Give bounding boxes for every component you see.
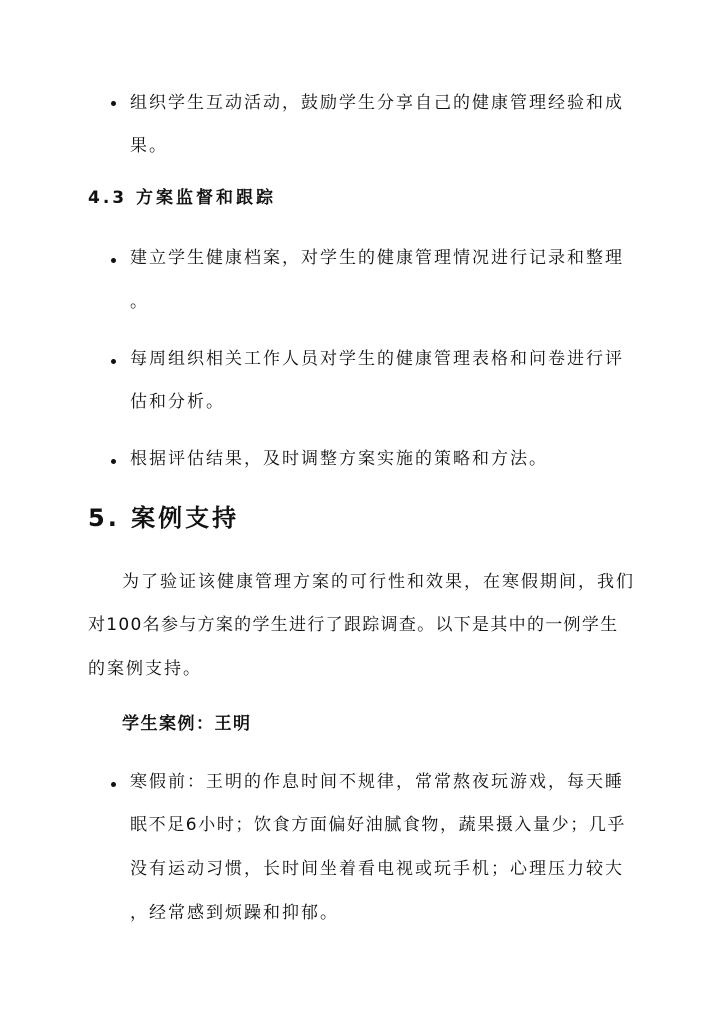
bullet-line: 估和分析。: [130, 392, 225, 412]
bullet-line: 每周组织相关工作人员对学生的健康管理表格和问卷进行评: [130, 349, 624, 369]
bullet-line: 没有运动习惯，长时间坐着看电视或玩手机；心理压力较大: [130, 859, 624, 879]
bullet-line: 。: [130, 292, 149, 312]
bullet-line: 组织学生互动活动，鼓励学生分享自己的健康管理经验和成: [130, 93, 624, 113]
bullet-dot: [111, 258, 116, 263]
bullet-dot: [111, 782, 116, 787]
section-heading-4-3: 4.3 方案监督和跟踪: [88, 188, 277, 208]
case-title: 学生案例：王明: [122, 714, 252, 734]
bullet-line: ，经常感到烦躁和抑郁。: [130, 903, 339, 923]
section-heading-5: 5. 案例支持: [88, 504, 240, 532]
paragraph-line: 为了验证该健康管理方案的可行性和效果，在寒假期间，我们: [122, 572, 635, 592]
paragraph-line: 的案例支持。: [88, 659, 202, 679]
bullet-line: 寒假前：王明的作息时间不规律，常常熬夜玩游戏，每天睡: [130, 772, 624, 792]
bullet-line: 建立学生健康档案，对学生的健康管理情况进行记录和整理: [130, 248, 624, 268]
paragraph-line: 对100名参与方案的学生进行了跟踪调查。以下是其中的一例学生: [88, 615, 619, 635]
bullet-line: 果。: [130, 136, 168, 156]
bullet-line: 根据评估结果，及时调整方案实施的策略和方法。: [130, 449, 548, 469]
bullet-dot: [111, 459, 116, 464]
bullet-line: 眠不足6小时；饮食方面偏好油腻食物，蔬果摄入量少；几乎: [130, 815, 627, 835]
bullet-dot: [111, 359, 116, 364]
bullet-dot: [111, 101, 116, 106]
